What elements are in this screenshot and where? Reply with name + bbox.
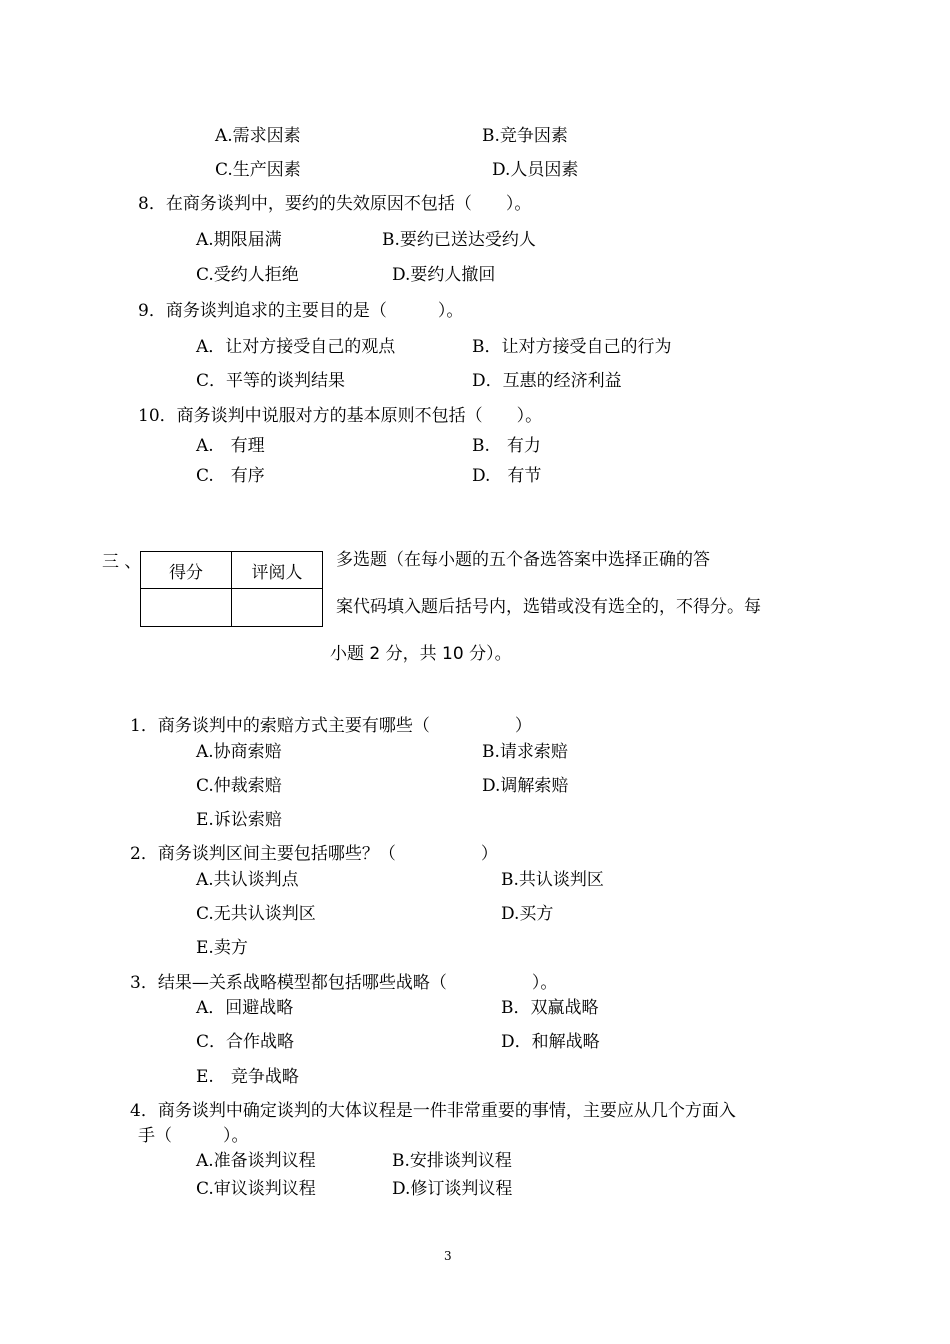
m3-option-e: E. 竞争战略 bbox=[196, 1067, 299, 1087]
m2-option-a: A.共认谈判点 bbox=[196, 870, 299, 890]
score-cell[interactable] bbox=[141, 589, 232, 627]
section-number: 三 、 bbox=[102, 552, 142, 572]
section-instructions-line3: 小题 2 分，共 10 分）。 bbox=[330, 644, 512, 664]
m2-option-c: C.无共认谈判区 bbox=[196, 904, 316, 924]
section-instructions-line1: 多选题（在每小题的五个备选答案中选择正确的答 bbox=[336, 550, 710, 570]
m4-option-c: C.审议谈判议程 bbox=[196, 1179, 316, 1199]
m2-option-e: E.卖方 bbox=[196, 938, 248, 958]
m3-option-d: D．和解战略 bbox=[501, 1032, 600, 1052]
page-number: 3 bbox=[444, 1249, 452, 1263]
m3-option-c: C．合作战略 bbox=[196, 1032, 295, 1052]
m1-option-c: C.仲裁索赔 bbox=[196, 776, 282, 796]
q7-option-c: C.生产因素 bbox=[215, 160, 301, 180]
m1-option-a: A.协商索赔 bbox=[196, 742, 282, 762]
m4-option-a: A.准备谈判议程 bbox=[196, 1151, 316, 1171]
m3-option-a: A．回避战略 bbox=[196, 998, 294, 1018]
q7-option-a: A.需求因素 bbox=[215, 126, 301, 146]
q9-option-b: B．让对方接受自己的行为 bbox=[472, 337, 672, 357]
m1-stem: 1．商务谈判中的索赔方式主要有哪些（ ） bbox=[130, 716, 532, 736]
q7-option-d: D.人员因素 bbox=[492, 160, 579, 180]
q8-option-a: A.期限届满 bbox=[196, 230, 282, 250]
m3-option-b: B．双赢战略 bbox=[501, 998, 599, 1018]
m4-stem-line1: 4．商务谈判中确定谈判的大体议程是一件非常重要的事情，主要应从几个方面入 bbox=[130, 1101, 736, 1121]
m2-option-b: B.共认谈判区 bbox=[501, 870, 604, 890]
q8-option-b: B.要约已送达受约人 bbox=[382, 230, 536, 250]
m4-option-b: B.安排谈判议程 bbox=[392, 1151, 512, 1171]
m1-option-e: E.诉讼索赔 bbox=[196, 810, 282, 830]
q9-option-a: A．让对方接受自己的观点 bbox=[196, 337, 396, 357]
reviewer-header: 评阅人 bbox=[232, 552, 323, 589]
q8-option-d: D.要约人撤回 bbox=[392, 265, 496, 285]
q10-option-a: A. 有理 bbox=[196, 436, 265, 456]
reviewer-cell[interactable] bbox=[232, 589, 323, 627]
q10-option-b: B. 有力 bbox=[472, 436, 541, 456]
score-table bbox=[140, 551, 323, 627]
q9-option-d: D．互惠的经济利益 bbox=[472, 371, 622, 391]
m4-stem-line2: 手（ ）。 bbox=[138, 1126, 249, 1146]
section-instructions-line2: 案代码填入题后括号内，选错或没有选全的，不得分。每 bbox=[336, 597, 761, 617]
q8-stem: 8．在商务谈判中，要约的失效原因不包括（ ）。 bbox=[138, 194, 532, 214]
q10-option-c: C. 有序 bbox=[196, 466, 265, 486]
q9-option-c: C．平等的谈判结果 bbox=[196, 371, 346, 391]
q9-stem: 9．商务谈判追求的主要目的是（ ）。 bbox=[138, 301, 464, 321]
score-header: 得分 bbox=[141, 552, 232, 589]
m3-stem: 3．结果—关系战略模型都包括哪些战略（ ）。 bbox=[130, 973, 558, 993]
q10-stem: 10．商务谈判中说服对方的基本原则不包括（ ）。 bbox=[138, 406, 543, 426]
q10-option-d: D. 有节 bbox=[472, 466, 542, 486]
m1-option-d: D.调解索赔 bbox=[482, 776, 569, 796]
m4-option-d: D.修订谈判议程 bbox=[392, 1179, 513, 1199]
m2-stem: 2．商务谈判区间主要包括哪些？（ ） bbox=[130, 844, 498, 864]
q8-option-c: C.受约人拒绝 bbox=[196, 265, 299, 285]
q7-option-b: B.竞争因素 bbox=[482, 126, 568, 146]
m1-option-b: B.请求索赔 bbox=[482, 742, 568, 762]
m2-option-d: D.买方 bbox=[501, 904, 554, 924]
